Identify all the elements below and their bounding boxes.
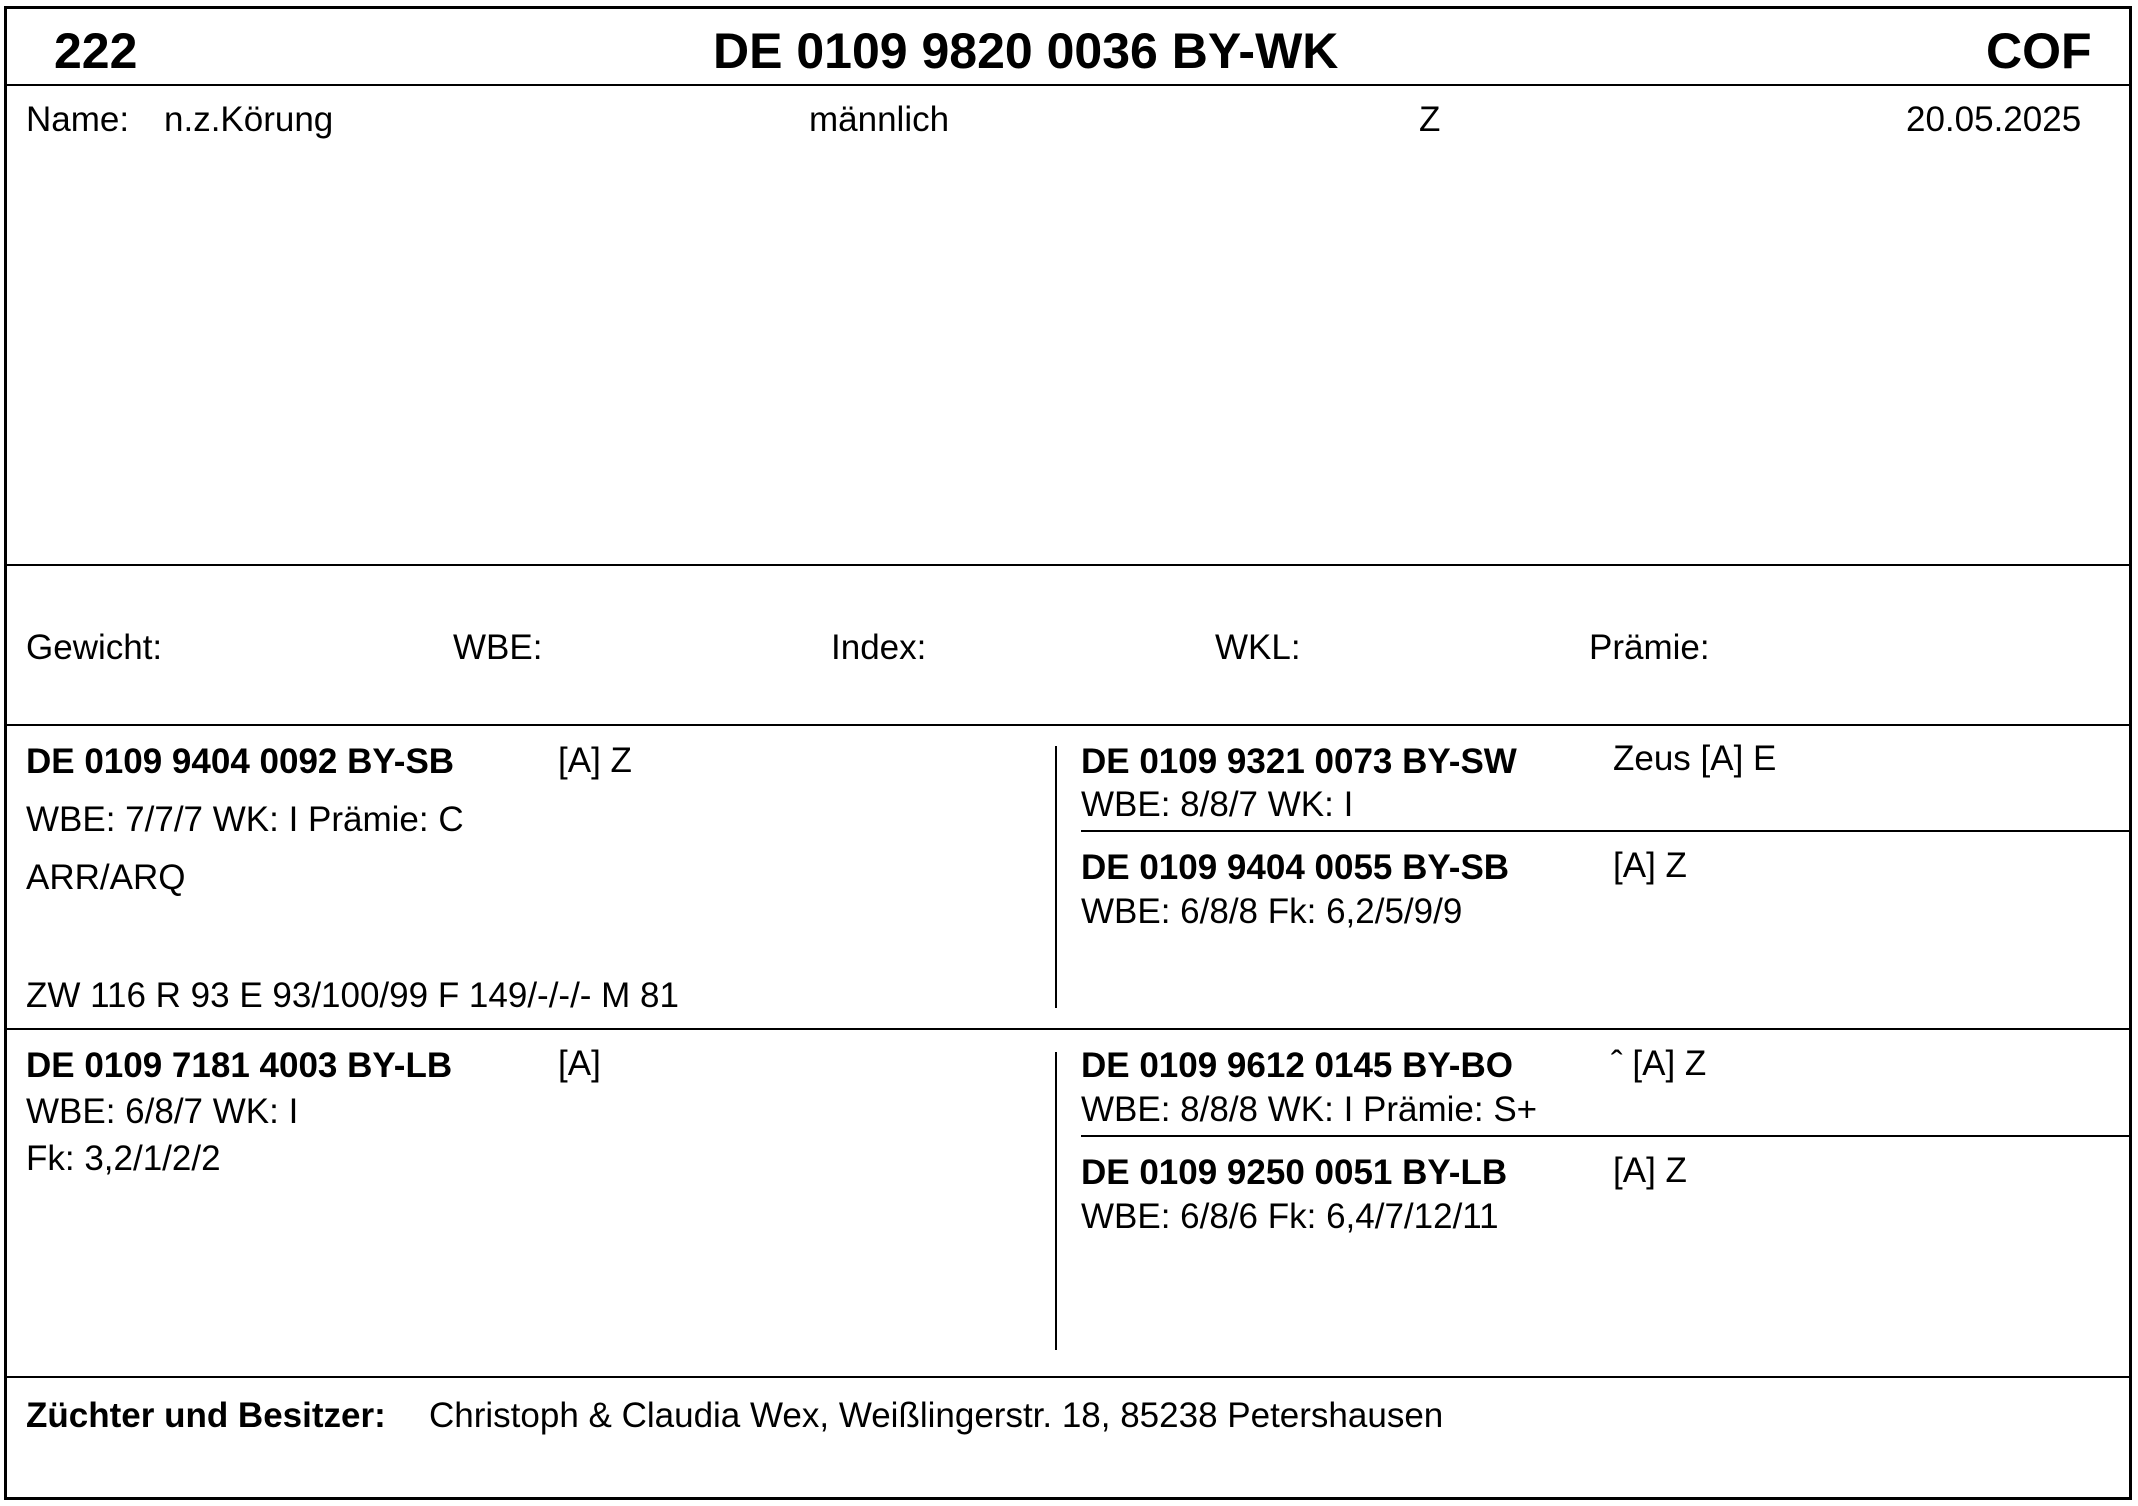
maternal-grandmother-tags: [A] Z	[1613, 1151, 1687, 1190]
sex-value: männlich	[809, 100, 950, 139]
breed-code: COF	[1986, 23, 2092, 79]
maternal-grandmother-id: DE 0109 9250 0051 BY-LB	[1081, 1153, 1508, 1192]
paternal-grandparents-divider	[1081, 830, 2132, 832]
breeder-owner-value: Christoph & Claudia Wex, Weißlingerstr. 18, 85238 Petershausen	[429, 1396, 1444, 1435]
paternal-grandmother-performance: WBE: 6/8/8 Fk: 6,2/5/9/9	[1081, 892, 1463, 931]
father-performance: WBE: 7/7/7 WK: I Prämie: C	[26, 800, 464, 839]
father-tags: [A] Z	[558, 741, 632, 780]
footer-divider	[4, 1376, 2132, 1378]
father-genotype: ARR/ARQ	[26, 858, 186, 897]
mother-fk-values: Fk: 3,2/1/2/2	[26, 1139, 221, 1178]
index-label: Index:	[831, 628, 927, 667]
paternal-grandmother-id: DE 0109 9404 0055 BY-SB	[1081, 848, 1510, 887]
ear-tag-number: DE 0109 9820 0036 BY-WK	[713, 23, 1339, 79]
wkl-label: WKL:	[1215, 628, 1301, 667]
wbe-label: WBE:	[453, 628, 543, 667]
mother-column-divider	[1055, 1052, 1057, 1350]
parents-divider	[4, 1028, 2132, 1030]
father-column-divider	[1055, 746, 1057, 1008]
catalog-number: 222	[54, 23, 138, 79]
praemie-label: Prämie:	[1589, 628, 1710, 667]
name-label: Name:	[26, 100, 130, 139]
mother-performance: WBE: 6/8/7 WK: I	[26, 1092, 299, 1131]
name-value: n.z.Körung	[164, 100, 334, 139]
name-section-divider	[4, 564, 2132, 566]
metrics-divider	[4, 724, 2132, 726]
father-id: DE 0109 9404 0092 BY-SB	[26, 742, 455, 781]
paternal-grandfather-performance: WBE: 8/8/7 WK: I	[1081, 785, 1354, 824]
weight-label: Gewicht:	[26, 628, 163, 667]
paternal-grandfather-tags: Zeus [A] E	[1613, 739, 1777, 778]
paternal-grandfather-id: DE 0109 9321 0073 BY-SW	[1081, 742, 1517, 781]
maternal-grandparents-divider	[1081, 1135, 2132, 1137]
date-value: 20.05.2025	[1906, 100, 2082, 139]
maternal-grandfather-id: DE 0109 9612 0145 BY-BO	[1081, 1046, 1513, 1085]
mother-id: DE 0109 7181 4003 BY-LB	[26, 1046, 453, 1085]
maternal-grandfather-performance: WBE: 8/8/8 WK: I Prämie: S+	[1081, 1090, 1538, 1129]
breeder-owner-label: Züchter und Besitzer:	[26, 1396, 386, 1435]
header-divider	[4, 84, 2132, 86]
mother-tags: [A]	[558, 1044, 601, 1083]
father-breeding-values: ZW 116 R 93 E 93/100/99 F 149/-/-/- M 81	[26, 976, 679, 1015]
breeding-mark: Z	[1419, 100, 1441, 139]
paternal-grandmother-tags: [A] Z	[1613, 846, 1687, 885]
maternal-grandfather-tags: ˆ [A] Z	[1611, 1044, 1707, 1083]
maternal-grandmother-performance: WBE: 6/8/6 Fk: 6,4/7/12/11	[1081, 1197, 1499, 1236]
